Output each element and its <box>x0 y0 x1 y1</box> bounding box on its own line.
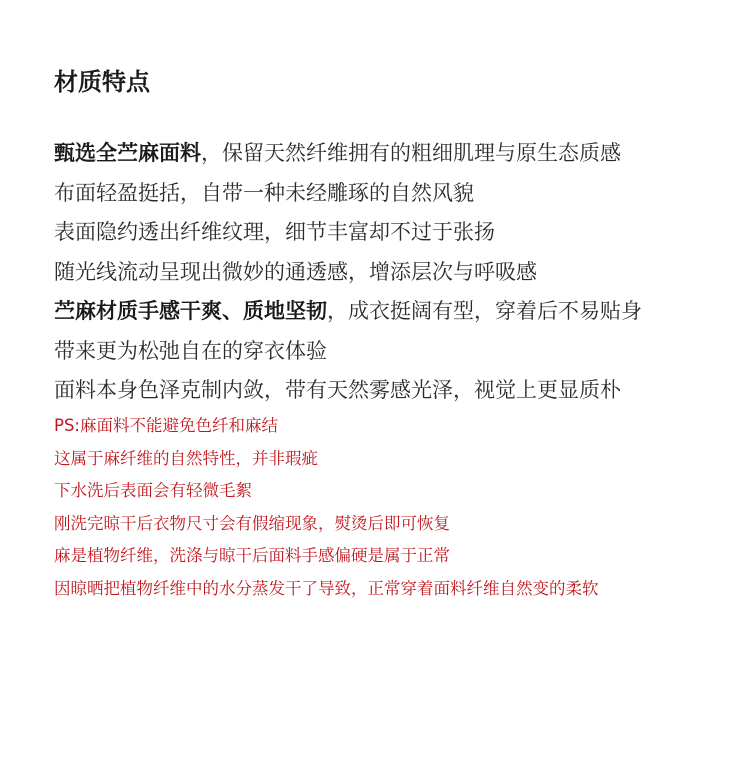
care-note: 刚洗完晾干后衣物尺寸会有假缩现象，熨烫后即可恢复 <box>54 513 450 533</box>
description-text: 表面隐约透出纤维纹理，细节丰富却不过于张扬 <box>54 220 495 244</box>
care-notes-block <box>54 410 744 605</box>
care-note: 麻是植物纤维，洗涤与晾干后面料手感偏硬是属于正常 <box>54 546 450 565</box>
care-note: 这属于麻纤维的自然特性，并非瑕疵 <box>54 448 318 468</box>
care-note: PS:麻面料不能避免色纤和麻结 <box>54 416 278 435</box>
description-text: 面料本身色泽克制内敛，带有天然雾感光泽，视觉上更显质朴 <box>54 378 621 402</box>
description-line <box>54 332 744 372</box>
description-emphasis: 甄选全苎麻面料 <box>54 141 201 165</box>
description-text: 随光线流动呈现出微妙的通透感，增添层次与呼吸感 <box>54 259 537 284</box>
description-text: 带来更为松弛自在的穿衣体验 <box>54 338 327 363</box>
description-text: 布面轻盈挺括，自带一种未经雕琢的自然风貌 <box>54 180 474 205</box>
description-text: ，成衣挺阔有型，穿着后不易贴身 <box>327 299 642 323</box>
description-line <box>54 371 744 411</box>
description-line <box>54 134 744 174</box>
section-title: 材质特点 <box>54 68 150 96</box>
description-emphasis: 苎麻材质手感干爽、质地坚韧 <box>54 299 327 323</box>
care-note: 因晾晒把植物纤维中的水分蒸发干了导致，正常穿着面料纤维自然变的柔软 <box>54 578 599 598</box>
description-text: ，保留天然纤维拥有的粗细肌理与原生态质感 <box>201 141 621 165</box>
description-line <box>54 174 744 214</box>
description-line <box>54 292 744 332</box>
care-note: 下水洗后表面会有轻微毛絮 <box>54 481 252 500</box>
description-line <box>54 213 744 253</box>
description-block <box>54 134 744 411</box>
description-line <box>54 253 744 293</box>
